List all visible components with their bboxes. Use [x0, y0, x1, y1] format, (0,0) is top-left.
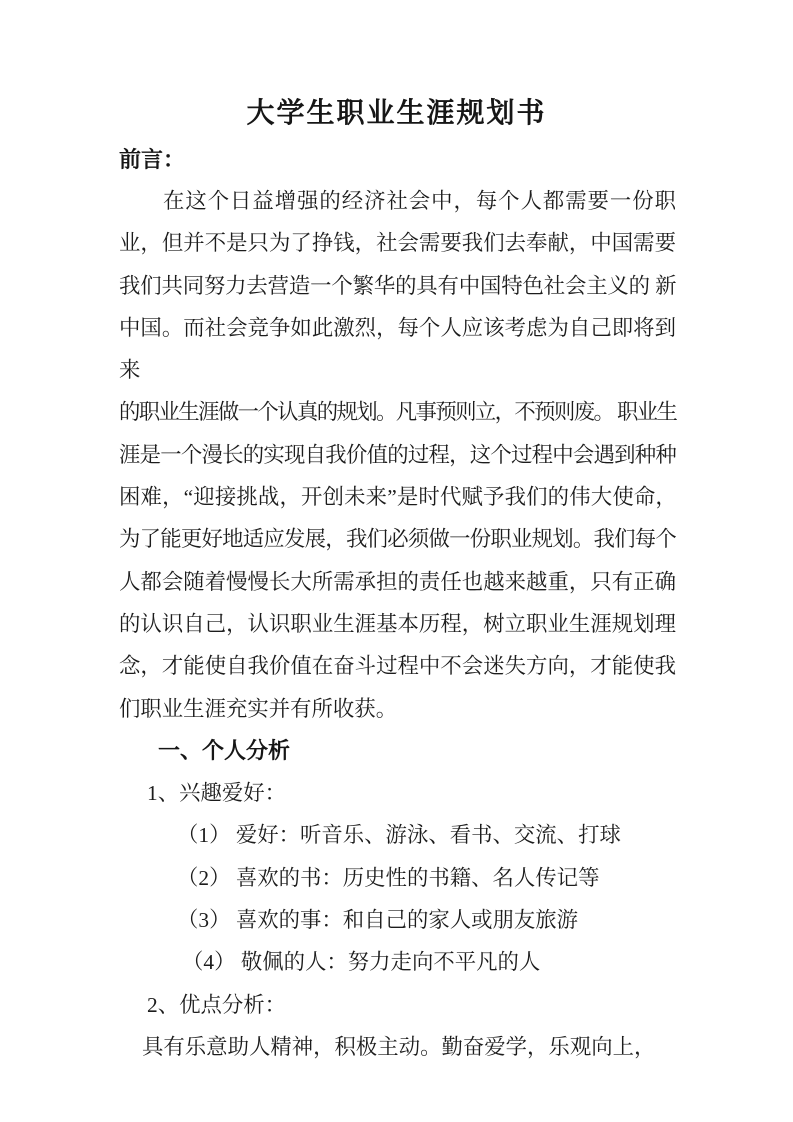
strengths-body-line: 具有乐意助人精神，积极主动。勤奋爱学，乐观向上，: [142, 1034, 656, 1059]
preface-line: 人都会随着慢慢长大所需承担的责任也越来越重，只有正确: [119, 569, 676, 594]
preface-line: 中国。而社会竞争如此激烈，每个人应该考虑为自己即将到来: [119, 315, 676, 383]
interest-item-favorite-books: （2） 喜欢的书：历史性的书籍、名人传记等: [177, 865, 600, 890]
subsection-heading-interests: 1、兴趣爱好：: [147, 781, 287, 806]
preface-line: 们职业生涯充实并有所收获。: [119, 696, 398, 721]
document-title: 大学生职业生涯规划书: [246, 98, 547, 129]
preface-line: 涯是一个漫长的实现自我价值的过程，这个过程中会遇到种种: [119, 442, 676, 467]
preface-line: 困难，“迎接挑战，开创未来”是时代赋予我们的伟大使命，: [119, 485, 676, 510]
preface-line: 的职业生涯做一个认真的规划。凡事预则立，不预则废。 职业生: [119, 400, 676, 425]
preface-heading: 前言：: [119, 147, 186, 172]
interest-item-favorite-activities: （3） 喜欢的事：和自己的家人或朋友旅游: [177, 908, 579, 933]
interest-item-hobbies: （1） 爱好：听音乐、游泳、看书、交流、打球: [177, 823, 621, 848]
preface-line: 念，才能使自我价值在奋斗过程中不会迷失方向，才能使我: [119, 654, 676, 679]
preface-line: 业，但并不是只为了挣钱，社会需要我们去奉献，中国需要: [119, 231, 676, 256]
document-body: [119, 140, 676, 1068]
subsection-heading-strengths: 2、优点分析：: [147, 992, 287, 1017]
interest-item-admired-people: （4） 敬佩的人：努力走向不平凡的人: [182, 950, 541, 975]
preface-line: 我们共同努力去营造一个繁华的具有中国特色社会主义的 新: [119, 273, 676, 298]
preface-line: 的认识自己，认识职业生涯基本历程，树立职业生涯规划理: [119, 611, 676, 636]
preface-line: 在这个日益增强的经济社会中，每个人都需要一份职: [163, 189, 676, 213]
preface-line: 为了能更好地适应发展，我们必须做一份职业规划。我们每个: [119, 527, 676, 552]
section-heading-personal-analysis: 一、个人分析: [158, 737, 291, 763]
